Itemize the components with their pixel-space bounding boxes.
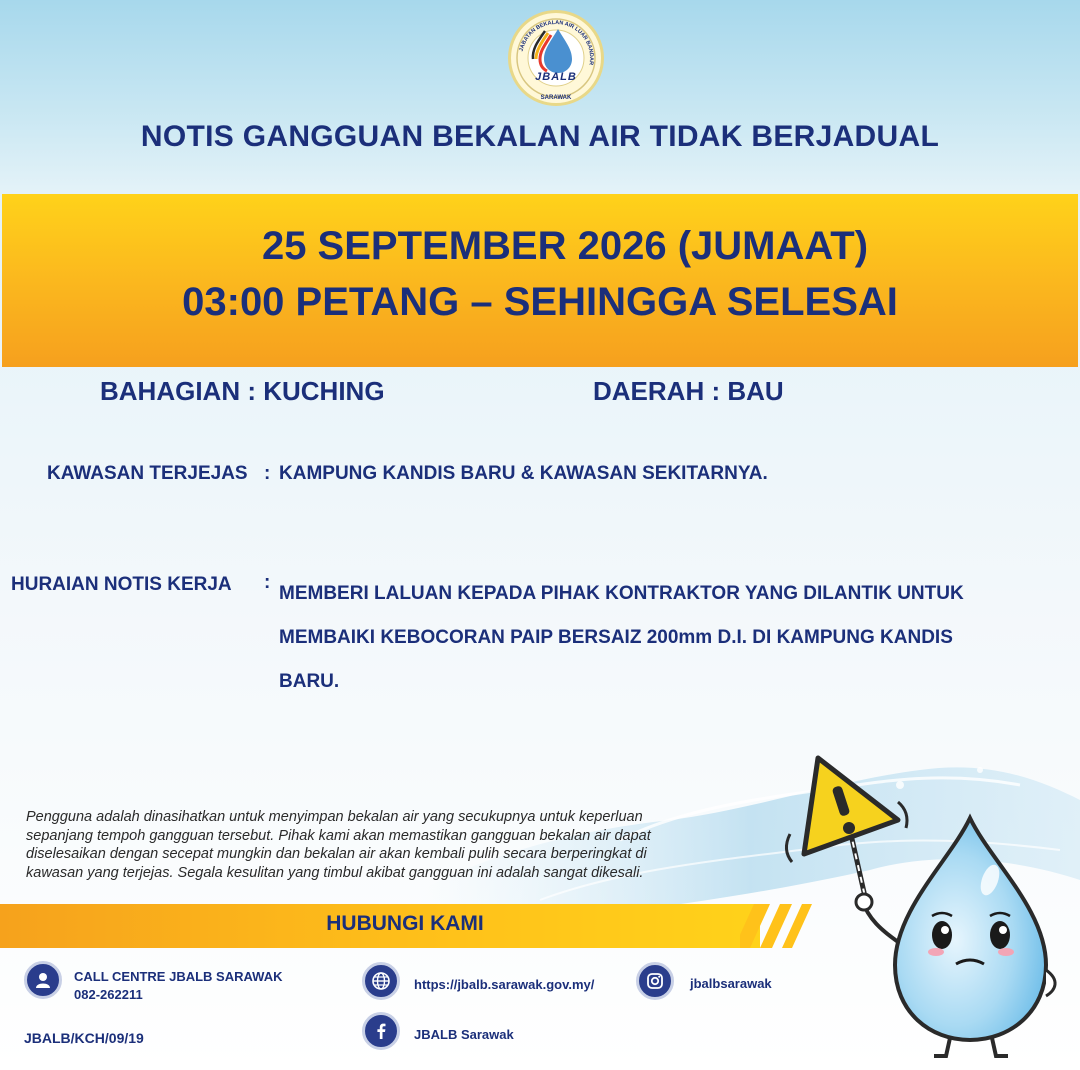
banner-time: 03:00 PETANG – SEHINGGA SELESAI	[182, 280, 898, 324]
daerah-label: DAERAH : BAU	[593, 376, 784, 406]
logo-ring-text: JABATAN BEKALAN AIR LUAR BANDAR	[518, 19, 595, 66]
facebook-page[interactable]: JBALB Sarawak	[414, 1027, 514, 1042]
advisory-line-3: diselesaikan dengan secepat mungkin dan bekalan air akan kembali pulih secara berperingkat di	[26, 846, 647, 862]
website-link[interactable]: https://jbalb.sarawak.gov.my/	[414, 977, 595, 992]
kawasan-label: KAWASAN TERJEJAS	[47, 463, 248, 484]
kawasan-colon: :	[264, 463, 271, 484]
warning-icon	[804, 758, 898, 854]
huraian-description	[279, 572, 1019, 704]
huraian-label: HURAIAN NOTIS KERJA	[11, 574, 232, 595]
banner-date: 25 SEPTEMBER 2026 (JUMAAT)	[261, 224, 869, 268]
logo-name: JBALB	[535, 71, 577, 83]
advisory-line-4: kawasan yang terjejas. Segala kesulitan yang timbul akibat gangguan ini adalah sangat dikesali.	[26, 864, 644, 881]
page-title: NOTIS GANGGUAN BEKALAN AIR TIDAK BERJADUAL	[140, 120, 940, 153]
kawasan-value: KAMPUNG KANDIS BARU & KAWASAN SEKITARNYA.	[279, 463, 768, 484]
contact-heading: HUBUNGI KAMI	[326, 912, 484, 935]
huraian-line-3: BARU.	[279, 671, 340, 692]
phone-number[interactable]: 082-262211	[74, 987, 143, 1002]
huraian-line-1: MEMBERI LALUAN KEPADA PIHAK KONTRAKTOR YANG DILANTIK UNTUK	[279, 583, 964, 604]
huraian-line-2: MEMBAIKI KEBOCORAN PAIP BERSAIZ 200mm D.I. DI KAMPUNG KANDIS	[279, 627, 953, 648]
advisory-line-2: sepanjang tempoh gangguan tersebut. Pihak kami akan memastikan gangguan bekalan air dapat	[26, 827, 651, 844]
logo-region: SARAWAK	[540, 95, 572, 101]
instagram-handle[interactable]: jbalbsarawak	[690, 976, 772, 991]
advisory-notice	[26, 808, 766, 882]
globe-icon	[362, 962, 400, 1000]
water-drop-mascot	[770, 750, 1080, 1070]
facebook-icon	[362, 1012, 400, 1050]
advisory-line-1: Pengguna adalah dinasihatkan untuk menyimpan bekalan air yang secukupnya untuk keperluan	[26, 809, 643, 825]
date-banner	[2, 194, 1078, 367]
water-drop-logo-icon	[511, 13, 601, 103]
user-icon	[24, 961, 62, 999]
reference-number: JBALB/KCH/09/19	[24, 1030, 144, 1046]
jbalb-logo	[508, 10, 604, 106]
call-centre-label: CALL CENTRE JBALB SARAWAK	[74, 969, 283, 984]
bahagian-label: BAHAGIAN : KUCHING	[100, 376, 385, 406]
instagram-icon	[636, 962, 674, 1000]
huraian-colon: :	[264, 572, 271, 593]
